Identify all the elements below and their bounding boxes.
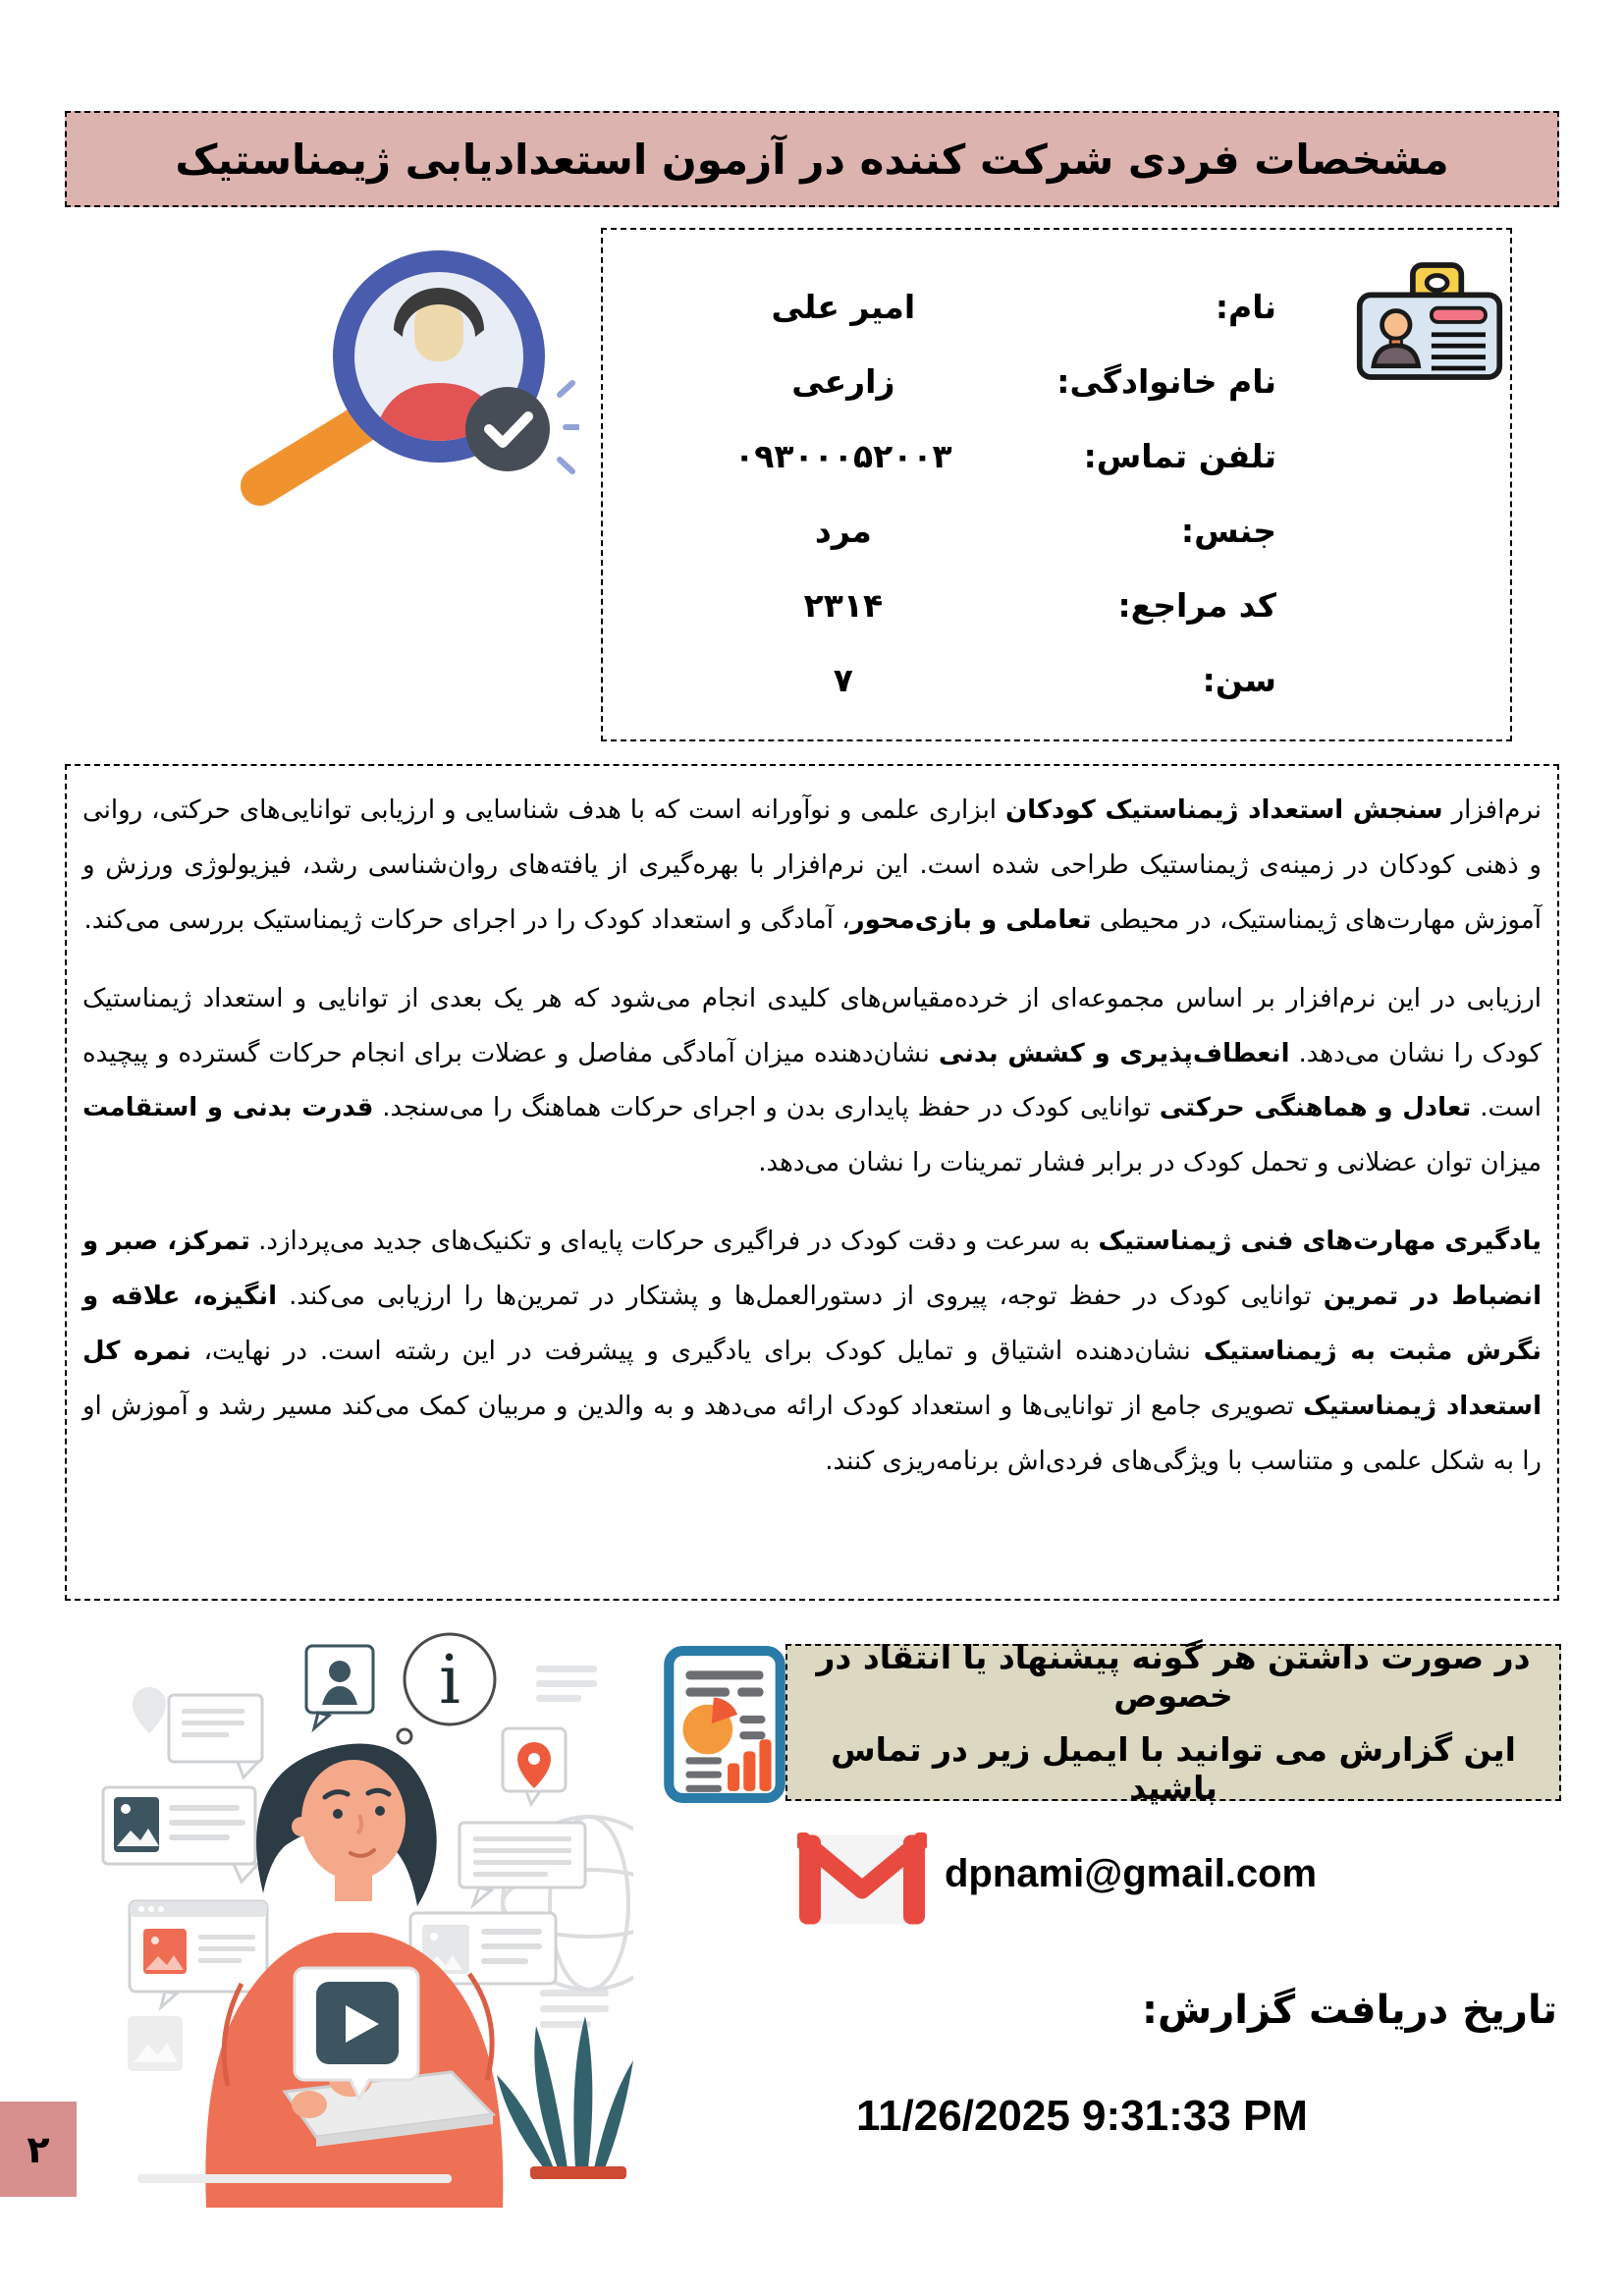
info-row-code: [603, 568, 1510, 642]
surname-value: زارعی: [791, 361, 895, 401]
info-row-gender: [603, 493, 1510, 568]
report-date-label: تاریخ دریافت گزارش:: [1142, 1988, 1557, 2033]
feedback-note-box: [785, 1638, 1561, 1807]
code-value: ۲۳۱۴: [803, 585, 884, 625]
participant-info-box: [601, 228, 1512, 741]
software-description-box: [65, 764, 1559, 1601]
report-chart-icon: [664, 1646, 785, 1803]
page-number: ۲: [27, 2127, 50, 2171]
magnifier-icon: [147, 226, 579, 550]
gmail-icon: [797, 1832, 927, 1927]
description-paragraph-2: ارزیابی در این نرم‌افزار بر اساس مجموعه‌ای از خرده‌مقیاس‌های کلیدی انجام می‌شود که هر یک بعدی از توانایی و استعداد ژیمناستیک کودک را نشان می‌دهد. انعطاف‌پذیری و کشش بدنی نشان‌دهنده میزان آمادگی مفاصل و عضلات برای انجام حرکات گسترده و پیچیده است. تعادل و هماهنگی حرکتی توانایی کودک در حفظ پایداری بدن و اجرای حرکات هماهنگ را می‌سنجد. قدرت بدنی و استقامت میزان توان عضلانی و تحمل کودک در برابر فشار تمرینات را نشان می‌دهد.: [82, 983, 1543, 1178]
feedback-note-line-2: این گزارش می توانید با ایمیل زیر در تماس باشید: [831, 1730, 1516, 1807]
profile-search-illustration: [147, 226, 579, 550]
page-number-badge: [0, 2102, 77, 2197]
feedback-note-line-1: در صورت داشتن هر گونه پیشنهاد یا انتقاد در خصوص: [816, 1638, 1531, 1715]
person-media-illustration: [54, 1618, 633, 2208]
age-label: سن:: [1202, 660, 1276, 699]
description-paragraph-3: یادگیری مهارت‌های فنی ژیمناستیک به سرعت و دقت کودک در فراگیری حرکات پایه‌ای و تکنیک‌های جدید می‌پردازد. تمرکز، صبر و انضباط در تمرین توانایی کودک در حفظ توجه، پیروی از دستورالعمل‌ها و پشتکار در تمرین‌ها را ارزیابی می‌کند. انگیزه، علاقه و نگرش مثبت به ژیمناستیک نشان‌دهنده اشتیاق و تمایل کودک برای یادگیری و پیشرفت در این رشته است. در نهایت، نمره کل استعداد ژیمناستیک تصویری جامع از توانایی‌ها و استعداد کودک ارائه می‌دهد و به والدین و مربیان کمک می‌کند مسیر رشد و آموزش او را به شکل علمی و متناسب با ویژگی‌های فردی‌اش برنامه‌ریزی کنند.: [82, 1227, 1542, 1476]
description-paragraph-1: نرم‌افزار سنجش استعداد ژیمناستیک کودکان ابزاری علمی و نوآورانه است که با هدف شناسایی و ارزیابی توانایی‌های حرکتی، روانی و ذهنی کودکان در زمینه‌ی ژیمناستیک طراحی شده است. این نرم‌افزار با بهره‌گیری از یافته‌های روان‌شناسی رشد، فیزیولوژی ورزش و آموزش مهارت‌های ژیمناستیک، در محیطی تعاملی و بازی‌محور، آمادگی و استعداد کودک را در اجرای حرکات ژیمناستیک بررسی می‌کند.: [82, 795, 1542, 935]
surname-label: نام خانوادگی:: [1056, 361, 1276, 401]
info-row-phone: [603, 418, 1510, 493]
name-value: امیر علی: [771, 287, 916, 326]
report-datetime: 11/26/2025 9:31:33 PM: [856, 2092, 1308, 2140]
code-label: کد مراجع:: [1117, 585, 1276, 625]
gender-value: مرد: [814, 511, 872, 550]
svg-text:i: i: [439, 1642, 460, 1720]
info-row-age: [603, 642, 1510, 717]
age-value: ۷: [833, 660, 853, 699]
page-title-text: مشخصات فردی شرکت کننده در آزمون استعدادیابی ژیمناستیک: [175, 135, 1449, 184]
phone-label: تلفن تماس:: [1083, 436, 1276, 475]
id-card-icon: [1355, 259, 1504, 383]
name-label: نام:: [1215, 287, 1276, 326]
page-title: [65, 111, 1559, 207]
gender-label: جنس:: [1180, 511, 1276, 550]
phone-value: ۰۹۳۰۰۰۵۲۰۰۳: [734, 436, 952, 475]
contact-email: dpnami@gmail.com: [945, 1852, 1318, 1895]
